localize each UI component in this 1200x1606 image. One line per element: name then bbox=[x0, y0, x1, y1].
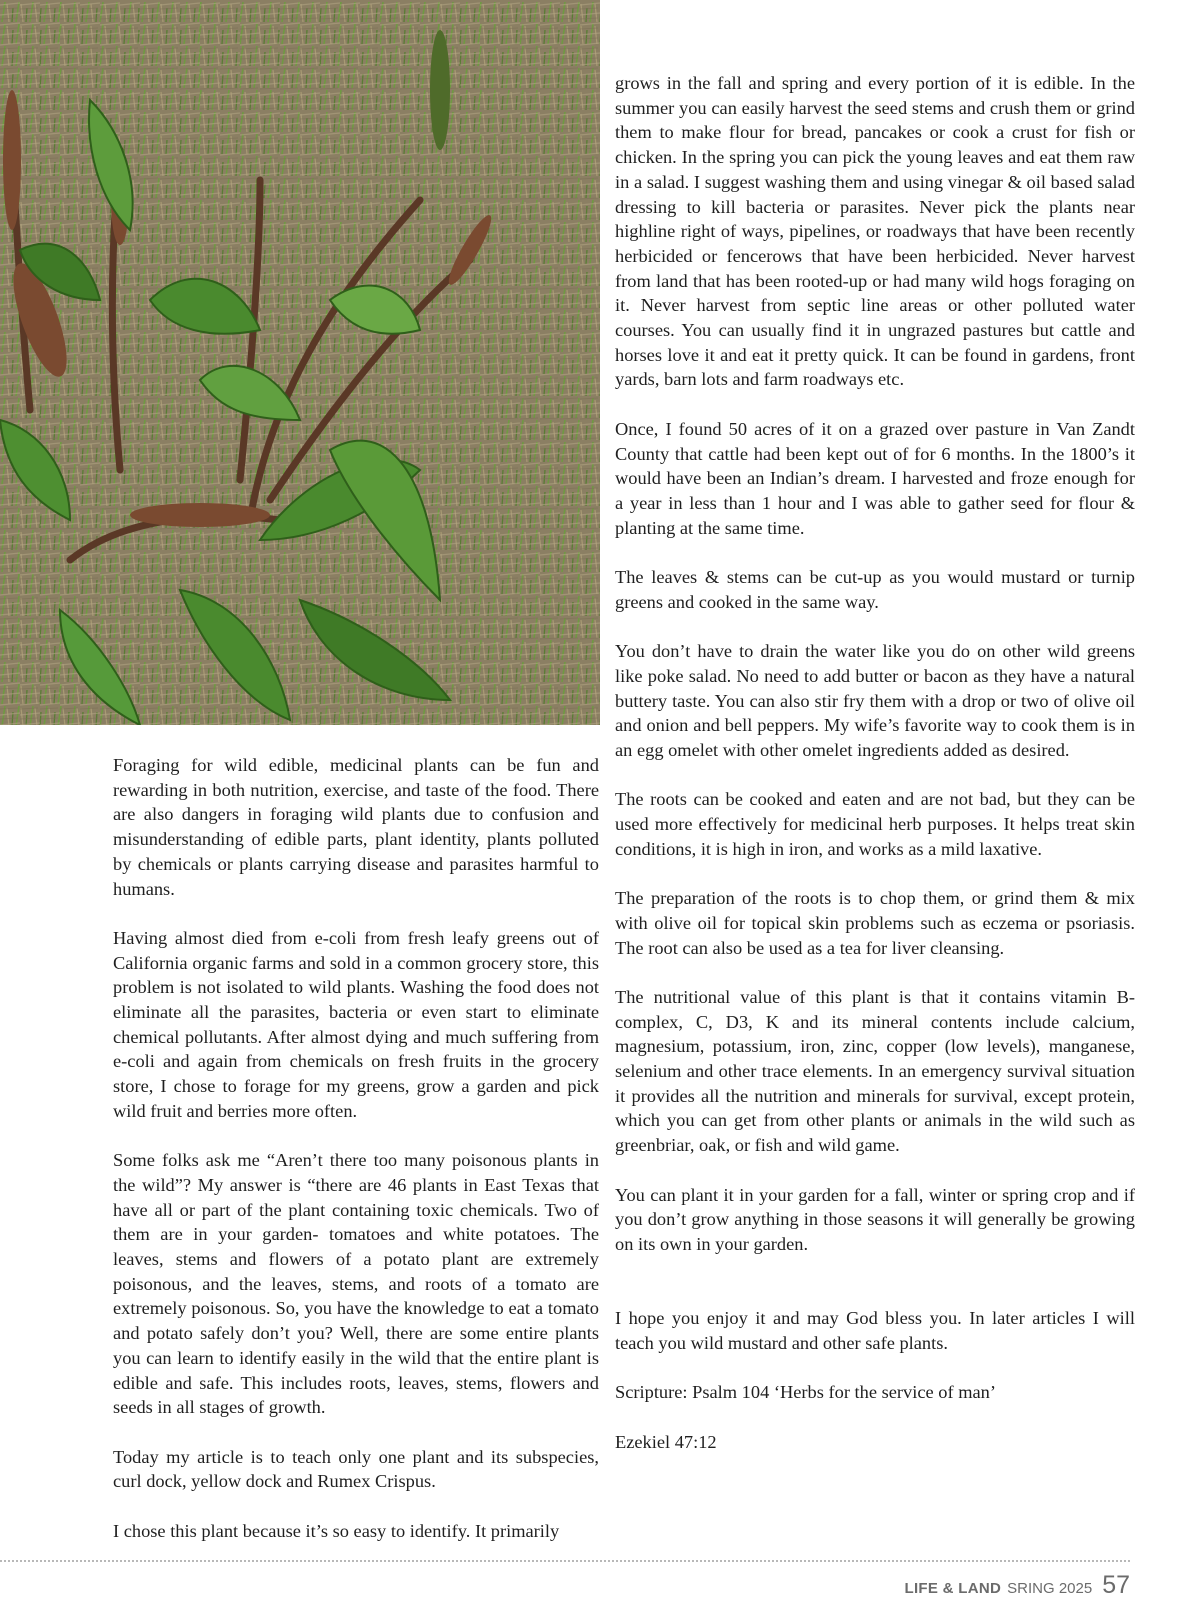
paragraph: The preparation of the roots is to chop them, or grind them & mix with olive oil for topical skin problems such as eczema or psoriasis. The root can also be used as a tea for liver cleansing. bbox=[615, 888, 1135, 958]
footer-divider bbox=[0, 1560, 1130, 1562]
spacer bbox=[615, 1281, 1135, 1306]
paragraph: Foraging for wild edible, medicinal plants can be fun and rewarding in both nutrition, exercise, and taste of the food. There are also dangers in foraging wild plants due to confusion and misunderstanding of edible parts, plant identity, plants polluted by chemicals or plants carrying disease and parasites harmful to humans. bbox=[113, 755, 599, 899]
page-number: 57 bbox=[1102, 1571, 1130, 1599]
left-column bbox=[113, 753, 599, 1568]
paragraph: grows in the fall and spring and every portion of it is edible. In the summer you can easily harvest the seed stems and crush them or grind them to make flour for bread, pancakes or cook a crust for fish or chicken. In the spring you can pick the young leaves and eat them raw in a salad. I suggest washing them and using vinegar & oil based salad dressing to kill bacteria or parasites. Never pick the plants near highline right of ways, pipelines, or roadways that have been recently herbicided or fencerows that have been herbicided. Never harvest from land that has been rooted-up or had many wild hogs foraging on it. Never harvest from septic line areas or other polluted water courses. You can usually find it in ungrazed pastures but cattle and horses love it and eat it pretty quick. It can be found in gardens, front yards, barn lots and farm roadways etc. bbox=[615, 73, 1135, 390]
magazine-title: LIFE & LAND bbox=[904, 1580, 1002, 1597]
curly-dock-photo bbox=[0, 0, 600, 725]
page-footer bbox=[905, 1571, 1131, 1600]
scripture-reference: Scripture: Psalm 104 ‘Herbs for the service of man’ bbox=[615, 1382, 996, 1403]
paragraph: Today my article is to teach only one plant and its subspecies, curl dock, yellow dock and Rumex Crispus. bbox=[113, 1446, 599, 1492]
issue-label: SRING 2025 bbox=[1007, 1580, 1093, 1597]
paragraph: The leaves & stems can be cut-up as you would mustard or turnip greens and cooked in the same way. bbox=[615, 567, 1135, 612]
paragraph: I hope you enjoy it and may God bless you. In later articles I will teach you wild mustard and other safe plants. bbox=[615, 1308, 1135, 1353]
paragraph: Once, I found 50 acres of it on a grazed over pasture in Van Zandt County that cattle had been kept out of for 6 months. In the 1800’s it would have been an Indian’s dream. I harvested and froze enough for a year in less than 1 hour and I was able to gather seed for flour & planting at the same time. bbox=[615, 418, 1135, 538]
paragraph: You don’t have to drain the water like you do on other wild greens like poke salad. No need to add butter or bacon as they have a natural buttery taste. You can also stir fry them with a drop or two of olive oil and onion and bell peppers. My wife’s favorite way to cook them is in an egg omelet with other omelet ingredients added as desired. bbox=[615, 641, 1135, 760]
scripture-reference: Ezekiel 47:12 bbox=[615, 1431, 717, 1452]
paragraph: You can plant it in your garden for a fall, winter or spring crop and if you don’t grow anything in those seasons it will generally be growing on its own in your garden. bbox=[615, 1184, 1135, 1254]
paragraph: The nutritional value of this plant is that it contains vitamin B-complex, C, D3, K and its mineral contents include calcium, magnesium, potassium, iron, zinc, copper (low levels), manganese, selenium and other trace elements. In an emergency survival situation it provides all the nutrition and minerals for survival, except protein, which you can get from other plants or animals in the wild such as greenbriar, oak, or fish and wild game. bbox=[615, 986, 1135, 1156]
paragraph: Having almost died from e-coli from fresh leafy greens out of California organic farms and sold in a common grocery store, this problem is not isolated to wild plants. Washing the food does not eliminate all the parasites, bacteria or even start to eliminate chemical pollutants. After almost dying and much suffering from e-coli and again from chemicals on fresh fruits in the grocery store, I chose to forage for my greens, grow a garden and pick wild fruit and berries more often. bbox=[113, 927, 599, 1121]
paragraph: I chose this plant because it’s so easy to identify. It primarily bbox=[113, 1520, 560, 1541]
paragraph: Some folks ask me “Aren’t there too many poisonous plants in the wild”? My answer is “there are 46 plants in East Texas that have all or part of the plant containing toxic chemicals. Two of them are in your garden- tomatoes and white potatoes. The leaves, stems and flowers of a potato plant are extremely poisonous, and the leaves, stems, and roots of a tomato are extremely poisonous. So, you have the knowledge to eat a tomato and potato safely don’t you? Well, there are some entire plants you can learn to identify easily in the wild that the entire plant is edible and safe. This includes roots, leaves, stems, flowers and seeds in all stages of growth. bbox=[113, 1150, 599, 1418]
paragraph: The roots can be cooked and eaten and are not bad, but they can be used more effectively for medicinal herb purposes. It helps treat skin conditions, it is high in iron, and works as a mild laxative. bbox=[615, 789, 1135, 859]
right-column bbox=[615, 71, 1135, 1479]
